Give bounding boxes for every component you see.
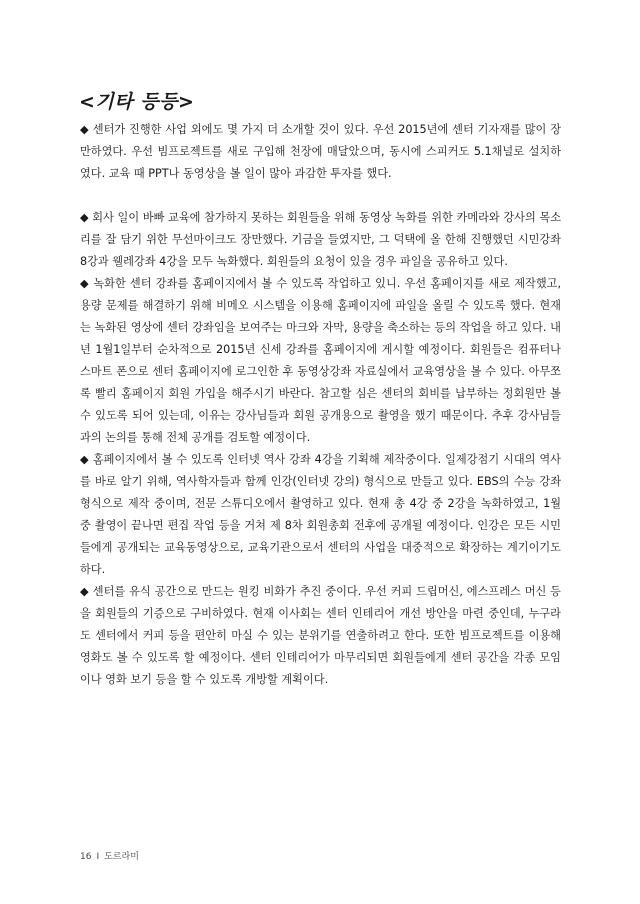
paragraph-recording: ◆ 회사 일이 바빠 교육에 참가하지 못하는 회원들을 위해 동영상 녹화를 위한 카메라와 강사의 목소리를 잘 담기 위한 무선마이크도 장만했다. 기금을 들였지만, 그 덕택에 올 한해 진행했던 시민강좌 8강과 웰레강좌 4강을 모두 녹화했다. 회원들의 요청이 있을 경우 파일을 공유하고 있다. — [80, 211, 561, 268]
page-footer — [80, 851, 139, 863]
paragraph-online-lecture: ◆ 홈페이지에서 볼 수 있도록 인터넷 역사 강좌 4강을 기획해 제작중이다. 일제강점기 시대의 역사를 바로 알기 위해, 역사학자들과 함께 인강(인터넷 강의) 형식으로 만들고 있다. EBS의 수능 강좌 형식으로 제작 중이며, 전문 스튜디오에서 촬영하고 있다. 현재 총 4강 중 2강을 녹화하였고, 1월 중 촬영이 끝나면 편집 작업 등을 거쳐 제 8차 회원총회 전후에 공개될 예정이다. 인강은 모든 시민들에게 공개되는 교육동영상으로, 교육기관으로서 센터의 사업을 대중적으로 확장하는 계기이기도 하다. — [80, 453, 561, 576]
section-title: <기타 등등> — [79, 91, 195, 113]
page-number: 16 — [80, 852, 92, 862]
paragraph-equipment: ◆ 센터가 진행한 사업 외에도 몇 가지 더 소개할 것이 있다. 우선 2015년에 센터 기자재를 많이 장만하였다. 우선 빔프로젝트를 새로 구입해 천장에 매달았으며, 동시에 스피커도 5.1채널로 설치하였다. 교육 때 PPT나 동영상을 볼 일이 많아 과감한 투자를 했다. — [80, 123, 561, 180]
paragraph-rest-space: ◆ 센터를 유식 공간으로 만드는 원킹 비화가 추진 중이다. 우선 커피 드립머신, 에스프레스 머신 등을 회원들의 기증으로 구비하였다. 현재 이사회는 센터 인테리어 개선 방안을 마련 중인데, 누구라도 센터에서 커피 등을 편안히 마실 수 있는 분위기를 연출하려고 한다. 또한 빔프로젝트를 이용해 영화도 볼 수 있도록 할 예정이다. 센터 인테리어가 마무리되면 회원들에게 센터 공간을 각종 모임이나 영화 보기 등을 할 수 있도록 개방할 계획이다. — [80, 585, 561, 686]
body-text — [80, 119, 561, 691]
footer-separator: I — [96, 852, 100, 862]
publication-name: 도르라미 — [104, 852, 139, 862]
paragraph-homepage: ◆ 녹화한 센터 강좌를 홈페이지에서 볼 수 있도록 작업하고 있니. 우선 홈페이지를 새로 제작했고, 용량 문제를 해결하기 위해 비메오 시스템을 이용해 홈페이지에 파일을 올릴 수 있도록 했다. 현재는 녹화된 영상에 센터 강좌임을 보여주는 마크와 자막, 용량을 축소하는 등의 작업을 하고 있다. 내년 1월1일부터 순차적으로 2015년 신세 강좌를 홈페이지에 게시할 예정이다. 회원들은 컴퓨터나 스마트 폰으로 센터 홈페이지에 로그인한 후 동영상강좌 자료실에서 교육영상을 볼 수 있다. 아무쪼록 빨리 홈페이지 회원 가입을 해주시기 바란다. 참고할 심은 센터의 회비를 납부하는 정회원만 볼 수 있도록 되어 있는데, 이유는 강사님들과 회원 공개용으로 촬영을 했기 때문이다. 추후 강사님들과의 논의를 통해 전체 공개를 검토할 예정이다. — [80, 277, 561, 444]
